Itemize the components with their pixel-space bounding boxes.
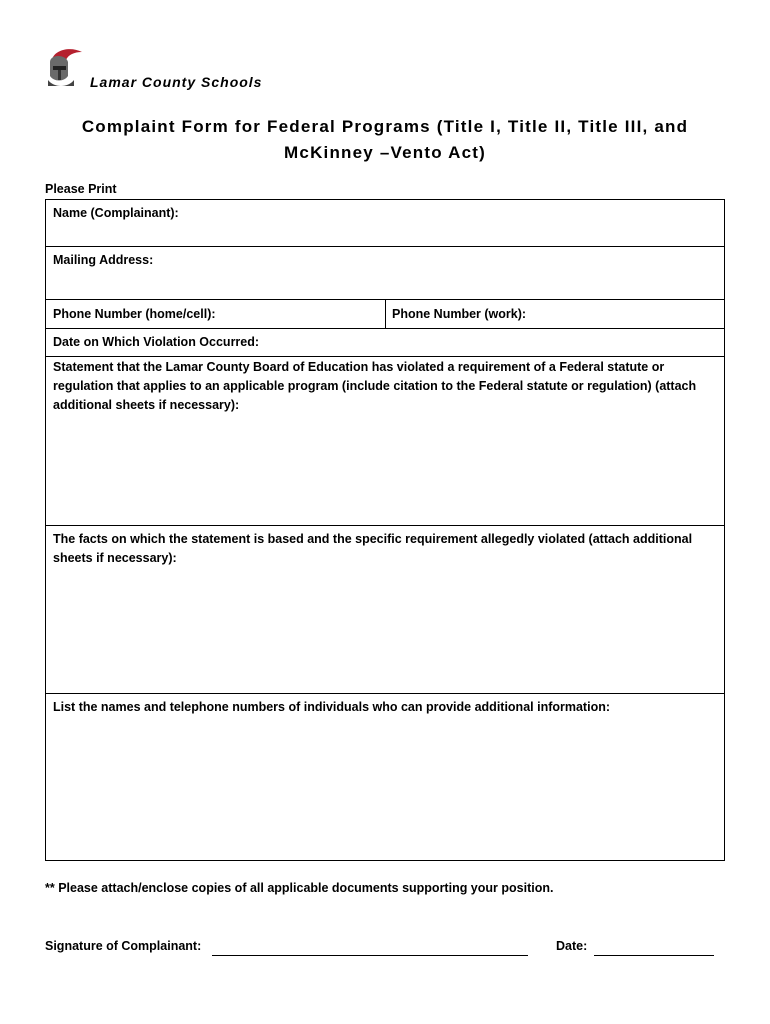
phone-home-label: Phone Number (home/cell): — [53, 307, 216, 321]
page-title — [40, 114, 730, 166]
date-line[interactable] — [594, 955, 714, 956]
print-instruction: Please Print — [45, 182, 117, 196]
facts-label: The facts on which the statement is based and the specific requirement allegedly violated (attach additional sheets if necessary): — [53, 532, 693, 565]
violation-date-label: Date on Which Violation Occurred: — [53, 335, 260, 349]
title-line-1: Complaint Form for Federal Programs (Title I, Title II, Title III, and — [81, 117, 689, 136]
title-line-2: McKinney –Vento Act) — [284, 143, 486, 162]
signature-label: Signature of Complainant: — [45, 939, 202, 953]
phone-divider — [385, 300, 386, 328]
signature-line[interactable] — [212, 955, 528, 956]
date-label: Date: — [556, 939, 588, 953]
organization-name: Lamar County Schools — [90, 74, 263, 90]
facts-field[interactable] — [46, 526, 724, 694]
attachments-note: ** Please attach/enclose copies of all applicable documents supporting your position. — [45, 881, 554, 895]
name-label: Name (Complainant): — [53, 206, 179, 220]
statement-field[interactable] — [46, 357, 724, 526]
school-logo-icon — [44, 46, 84, 90]
mailing-address-field[interactable] — [46, 247, 724, 300]
statement-label: Statement that the Lamar County Board of Education has violated a requirement of a Federal statute or regulation that applies to an applicable program (include citation to the Federal statute or regulation) (attach additional sheets if necessary): — [53, 360, 697, 412]
complaint-form — [45, 199, 725, 861]
phone-row — [46, 300, 724, 329]
mailing-address-label: Mailing Address: — [53, 253, 154, 267]
contacts-field[interactable] — [46, 694, 724, 860]
violation-date-field[interactable] — [46, 329, 724, 357]
name-field[interactable] — [46, 200, 724, 247]
phone-work-label: Phone Number (work): — [392, 307, 527, 321]
contacts-label: List the names and telephone numbers of individuals who can provide additional information: — [53, 700, 611, 714]
